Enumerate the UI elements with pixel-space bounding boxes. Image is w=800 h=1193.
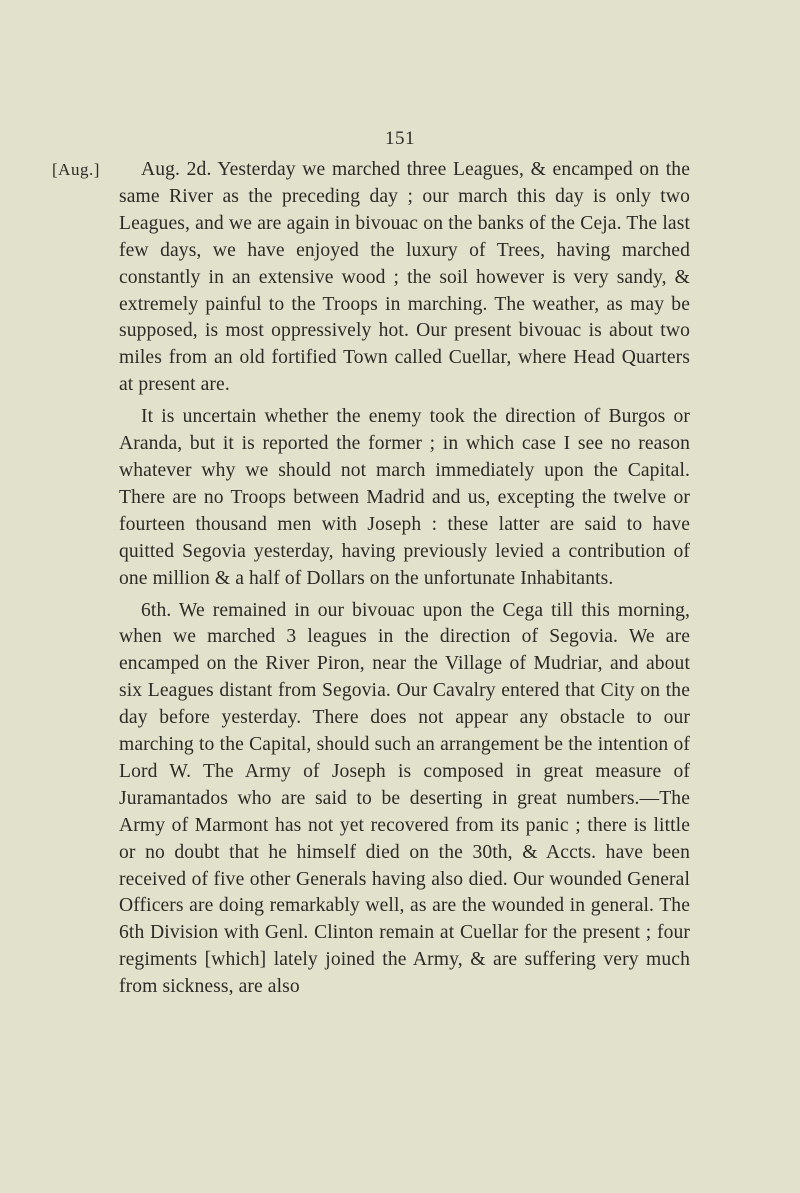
paragraph-enemy-direction: It is uncertain whether the enemy took the direction of Burgos or Aranda, but it is reported the former ; in which case I see no reason whatever why we should not march immediately upon the Capital. There are no Troops between Madrid and us, excepting the twelve or fourteen thousand men with Joseph : these latter are said to have quitted Segovia yesterday, having previously levied a contribution of one million & a half of Dollars on the unfortunate Inhabitants. — [119, 406, 690, 589]
paragraph-6th: 6th. We remained in our bivouac upon the Cega till this morning, when we marched 3 leagues in the direction of Segovia. We are encamped on the River Piron, near the Village of Mudriar, and about six Leagues distant from Segovia. Our Cavalry entered that City on the day before yesterday. There does not appear any obstacle to our marching to the Capital, should such an arrangement be the intention of Lord W. The Army of Joseph is composed in great measure of Juramantados who are said to be deserting in great numbers.—The Army of Marmont has not yet recovered from its panic ; there is little or no doubt that he himself died on the 30th, & Accts. have been received of five other Generals having also died. Our wounded General Officers are doing remarkably well, as are the wounded in general. The 6th Division with Genl. Clinton remain at Cuellar for the present ; four regiments [which] lately joined the Army, & are suffering very much from sickness, are also — [119, 599, 690, 998]
paragraph-aug-2: Aug. 2d. Yesterday we marched three Leagues, & encamped on the same River as the preceding day ; our march this day is only two Leagues, and we are again in bivouac on the banks of the Ceja. The last few days, we have enjoyed the luxury of Trees, having marched constantly in an extensive wood ; the soil however is very sandy, & extremely painful to the Troops in marching. The weather, as may be supposed, is most oppressively hot. Our present bivouac is about two miles from an old fortified Town called Cuellar, where Head Quarters at present are. — [119, 159, 690, 396]
page-number: 151 — [385, 128, 415, 149]
running-head: [Aug.] — [52, 160, 100, 179]
body-text — [119, 157, 690, 1001]
